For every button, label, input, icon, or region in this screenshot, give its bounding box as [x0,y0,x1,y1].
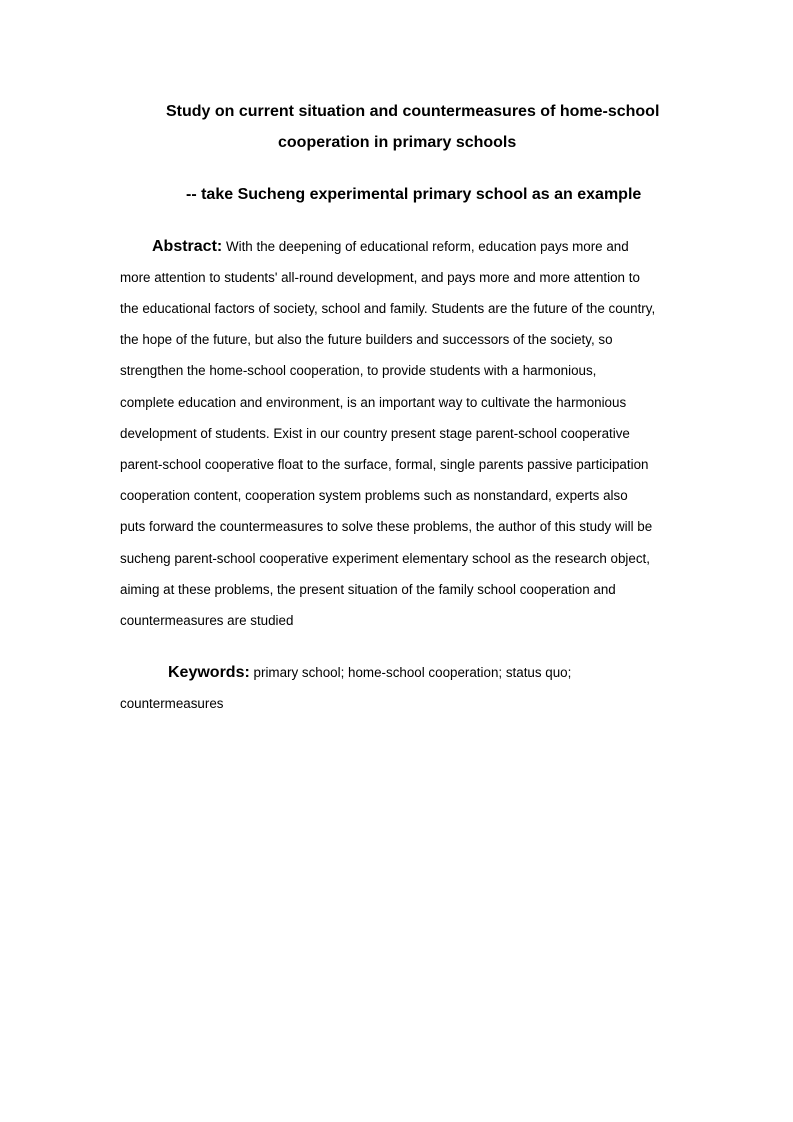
abstract-line: countermeasures are studied [120,613,294,628]
abstract-line: With the deepening of educational reform, education pays more and [225,239,629,254]
abstract-line: the hope of the future, but also the future builders and successors of the society, so [120,332,613,347]
keywords-label: Keywords: [168,664,250,681]
abstract-line: puts forward the countermeasures to solve these problems, the author of this study will be [120,519,653,534]
abstract-first-line [152,238,629,256]
paper-title-line-2: cooperation in primary schools [278,134,517,151]
abstract-line: development of students. Exist in our country present stage parent-school cooperative [120,426,630,441]
abstract-line: the educational factors of society, school and family. Students are the future of the country, [120,301,656,316]
abstract-line: strengthen the home-school cooperation, to provide students with a harmonious, [120,363,597,378]
paper-title-line-1: Study on current situation and countermeasures of home-school [166,103,660,120]
keywords-first-line [168,664,571,682]
keywords-text-continued: countermeasures [120,696,224,711]
abstract-line: more attention to students' all-round development, and pays more and more attention to [120,270,640,285]
abstract-label: Abstract: [152,238,223,255]
abstract-line: parent-school cooperative float to the surface, formal, single parents passive participation [120,457,649,472]
abstract-line: aiming at these problems, the present situation of the family school cooperation and [120,582,616,597]
paper-subtitle: -- take Sucheng experimental primary school as an example [186,186,642,203]
abstract-line: cooperation content, cooperation system problems such as nonstandard, experts also [120,488,628,503]
keywords-text: primary school; home-school cooperation; status quo; [253,665,572,680]
abstract-line: sucheng parent-school cooperative experiment elementary school as the research object, [120,551,650,566]
abstract-line: complete education and environment, is an important way to cultivate the harmonious [120,395,627,410]
